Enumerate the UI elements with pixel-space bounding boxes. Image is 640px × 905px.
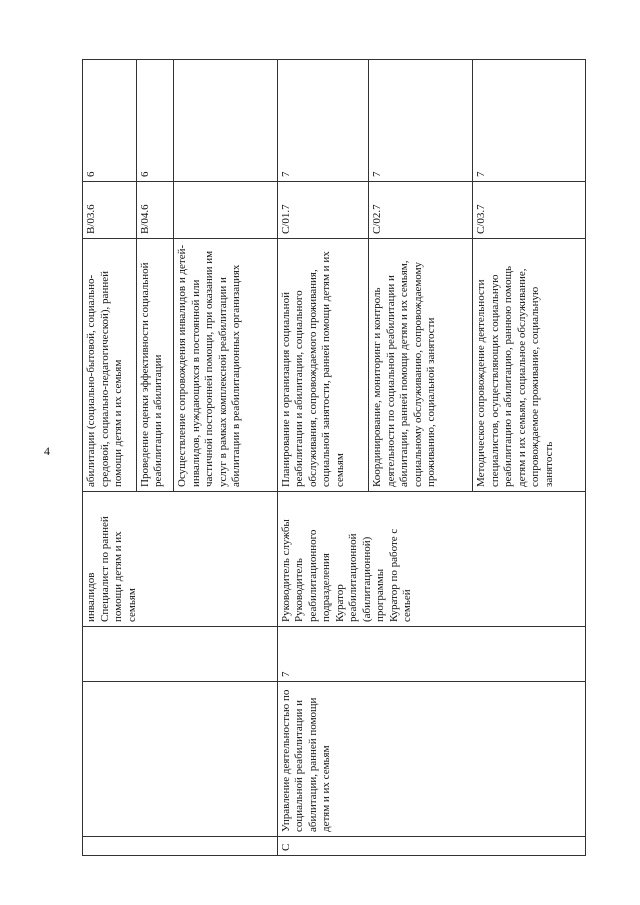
labor-function-name-cell: Осуществление сопровождения инвалидов и детей-инвалидов, нуждающихся в постоянной или частичной посторонней помощи, при оказании им услуг в рамках комплексной реабилитации и абилитации в реабилитационных организациях [174,239,278,492]
labor-function-code-cell [174,182,278,239]
labor-function-name-cell: Проведение оценки эффективности социальной реабилитации и абилитации [136,239,174,492]
labor-function-name-cell: Координирование, мониторинг и контроль деятельности по социальной реабилитации и абилитации, ранней помощи детям и их семьям, социальному обслуживанию, сопровождаемому проживанию, социальной занятости [369,239,473,492]
labor-function-name-cell: Планирование и организация социальной реабилитации и абилитации, социального обслуживания, сопровождаемого проживания, социальной занятости, ранней помощи детям и их семьям [277,239,369,492]
labor-function-code-cell: C/02.7 [369,182,473,239]
labor-function-level-cell: 6 [83,60,137,182]
labor-function-level-cell: 7 [369,60,473,182]
labor-function-name-cell: Методическое сопровождение деятельности специалистов, осуществляющих социальную реабилитацию и абилитацию, раннюю помощь детям и их семьям, социальное обслуживание, сопровождаемое проживание, социальную занятость [473,239,586,492]
generalized-function-name-cell [83,682,278,837]
labor-function-level-cell: 6 [136,60,174,182]
labor-function-name-cell: абилитации (социально-бытовой, социально-средовой, социально-педагогической), ранней помощи детям и их семьям [83,239,137,492]
qualification-level-cell: 7 [277,627,585,682]
positions-cell: Руководитель службы Руководитель реабилитационного подразделения Куратор реабилитационной (абилитационной) программы Куратор по работе с семьей [277,492,585,627]
labor-function-code-cell: B/04.6 [136,182,174,239]
labor-function-code-cell: C/01.7 [277,182,369,239]
table-row [277,60,369,856]
qualification-level-cell [83,627,278,682]
labor-function-code-cell: B/03.6 [83,182,137,239]
labor-function-code-cell: C/03.7 [473,182,586,239]
labor-function-level-cell: 7 [277,60,369,182]
labor-function-level-cell [174,60,278,182]
rotated-table-wrapper [82,60,586,856]
generalized-function-code-cell [83,837,278,856]
generalized-function-name-cell: Управление деятельностью по социальной реабилитации и абилитации, ранней помощи детям и их семьям [277,682,585,837]
generalized-function-code-cell: C [277,837,585,856]
page-number: 4 [44,444,50,458]
labor-functions-table [82,59,586,856]
positions-cell: инвалидов Специалист по ранней помощи детям и их семьям [83,492,278,627]
table-row [83,60,137,856]
labor-function-level-cell: 7 [473,60,586,182]
